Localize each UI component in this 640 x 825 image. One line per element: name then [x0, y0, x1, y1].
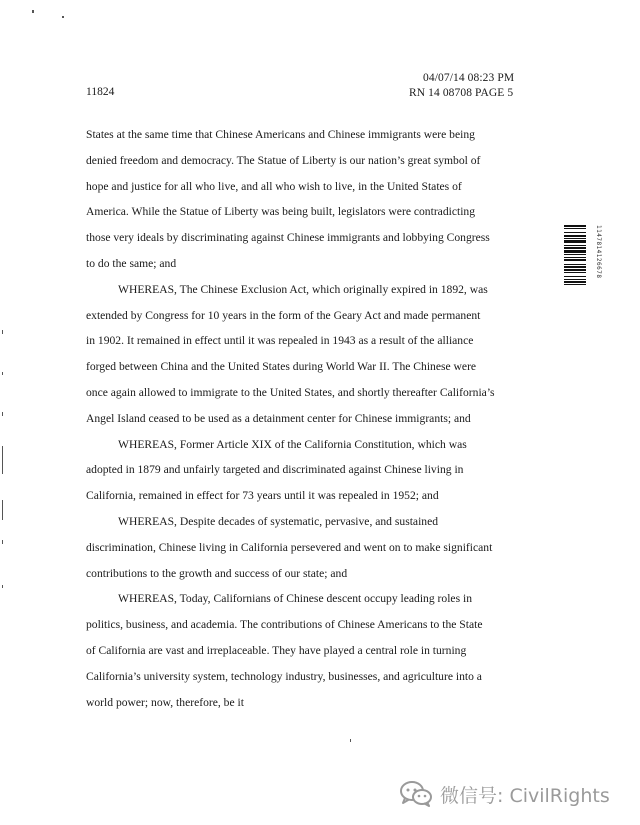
text-line: America. While the Statue of Liberty was being built, legislators were contradicting [86, 205, 476, 219]
text-line: those very ideals by discriminating against Chinese immigrants and lobbying Congress [86, 231, 490, 245]
stamp-rn: RN 14 08708 PAGE 5 [409, 87, 514, 99]
text-line: extended by Congress for 10 years in the form of the Geary Act and made permanent [86, 308, 481, 322]
text-line: of California are vast and irreplaceable. They have played a central role in turning [86, 643, 467, 657]
text-line: once again allowed to immigrate to the United States, and shortly thereafter California’s [86, 385, 495, 399]
scan-mark [2, 540, 3, 544]
text-line: California’s university system, technology industry, businesses, and agriculture into a [86, 669, 482, 683]
text-line: WHEREAS, Despite decades of systematic, pervasive, and sustained [118, 514, 439, 528]
scan-mark [2, 500, 3, 520]
paragraph-4 [86, 509, 536, 586]
text-line: discrimination, Chinese living in California persevered and went on to make significant [86, 540, 493, 554]
paragraph-5 [86, 586, 536, 715]
scan-mark [350, 739, 351, 742]
text-line: hope and justice for all who live, and all who wish to live, in the United States of [86, 179, 462, 193]
barcode [564, 225, 592, 337]
paragraph-3 [86, 432, 536, 509]
text-line: WHEREAS, The Chinese Exclusion Act, which originally expired in 1892, was [118, 282, 488, 296]
scan-mark [2, 446, 3, 474]
text-line: WHEREAS, Former Article XIX of the California Constitution, which was [118, 437, 467, 451]
scan-mark [2, 372, 3, 375]
wechat-icon [400, 781, 432, 807]
scan-mark [2, 412, 3, 416]
doc-number: 11824 [86, 86, 115, 98]
watermark-text: 微信号: CivilRights [440, 784, 610, 807]
text-line: world power; now, therefore, be it [86, 695, 244, 709]
text-line: forged between China and the United States during World War II. The Chinese were [86, 360, 477, 374]
text-line: to do the same; and [86, 256, 177, 270]
text-line: WHEREAS, Today, Californians of Chinese descent occupy leading roles in [118, 592, 473, 606]
barcode-bar [564, 285, 586, 287]
text-line: denied freedom and democracy. The Statue of Liberty is our nation’s great symbol of [86, 153, 481, 167]
text-line: California, remained in effect for 73 years until it was repealed in 1952; and [86, 489, 439, 503]
scan-mark [62, 16, 64, 18]
text-line: adopted in 1879 and unfairly targeted and discriminated against Chinese living in [86, 463, 464, 477]
text-line: politics, business, and academia. The contributions of Chinese Americans to the State [86, 618, 483, 632]
watermark [400, 778, 610, 810]
paragraph-1 [86, 122, 536, 277]
barcode-bars [564, 225, 586, 337]
text-line: States at the same time that Chinese Americans and Chinese immigrants were being [86, 128, 475, 141]
text-line: Angel Island ceased to be used as a detainment center for Chinese immigrants; and [86, 411, 471, 425]
resolution-body [86, 122, 536, 715]
scan-mark [2, 585, 3, 588]
text-line: in 1902. It remained in effect until it was repealed in 1943 as a result of the alliance [86, 334, 474, 348]
paragraph-2 [86, 277, 536, 432]
scan-mark [2, 330, 3, 334]
stamp-date: 04/07/14 08:23 PM [423, 72, 515, 84]
scan-mark [32, 10, 34, 13]
barcode-number: 1147814126678 [595, 225, 602, 279]
text-line: contributions to the growth and success of our state; and [86, 566, 348, 580]
